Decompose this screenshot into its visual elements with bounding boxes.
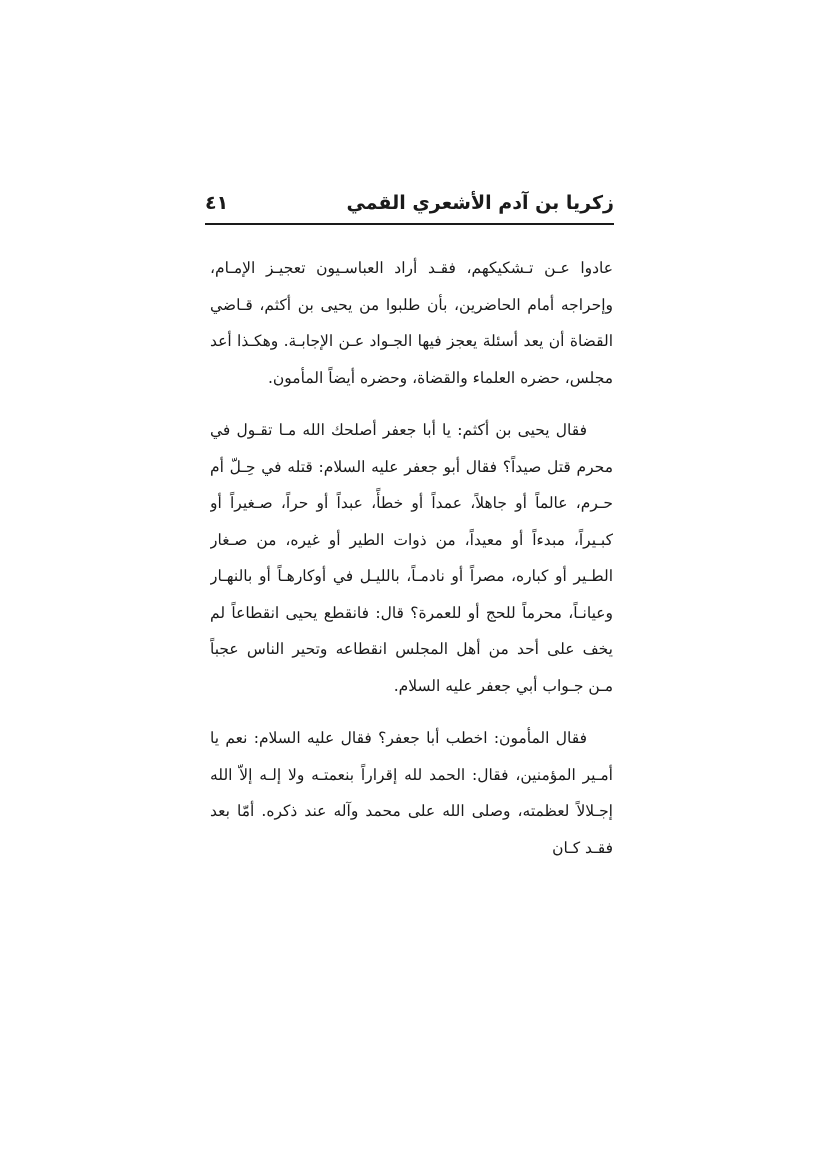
paragraph: فقال يحيى بن أكثم: يا أبا جعفر أصلحك الله مـا تقـول في محرم قتل صيداً؟ فقال أبو جعفر عليه السلام: قتله في حِـلّ أم حـرم، عالماً أو جاهلاً، عمداً أو خطأً، عبداً أو حراً، صـغيراً أو كبـيراً، مبدءاً أو معيداً، من ذوات الطير أو غيره، من صـغار الطـير أو كباره، مصراً أو نادمـاً، بالليـل في أوكارهـاً أو بالنهـار وعيانـاً، محرماً للحج أو للعمرة؟ قال: فانقطع يحيى انقطاعاً لم يخف على أحد من أهل المجلس انقطاعه وتحير الناس عجباً مـن جـواب أبي جعفر عليه السلام. [210, 421, 613, 695]
header-divider [205, 223, 614, 225]
page-number: ٤١ [205, 192, 229, 214]
body-text [210, 250, 613, 866]
paragraph: عادوا عـن تـشكيكهم، فقـد أراد العباسـيون تعجيـز الإمـام، وإحراجه أمام الحاضرين، بأن طلبوا من يحيى بن أكثم، قـاضي القضاة أن يعد أسئلة يعجز فيها الجـواد عـن الإجابـة. وهكـذا أعد مجلس، حضره العلماء والقضاة، وحضره أيضاً المأمون. [210, 259, 613, 387]
running-header [205, 190, 614, 224]
paragraph: فقال المأمون: اخطب أبا جعفر؟ فقال عليه السلام: نعم يا أمـير المؤمنين، فقال: الحمد لله إقراراً بنعمتـه ولا إلـه إلاّ الله إجـلالاً لعظمته، وصلى الله على محمد وآله عند ذكره. أمّا بعد فقـد كـان [210, 729, 613, 857]
chapter-title: زكريا بن آدم الأشعري القمي [346, 192, 614, 214]
